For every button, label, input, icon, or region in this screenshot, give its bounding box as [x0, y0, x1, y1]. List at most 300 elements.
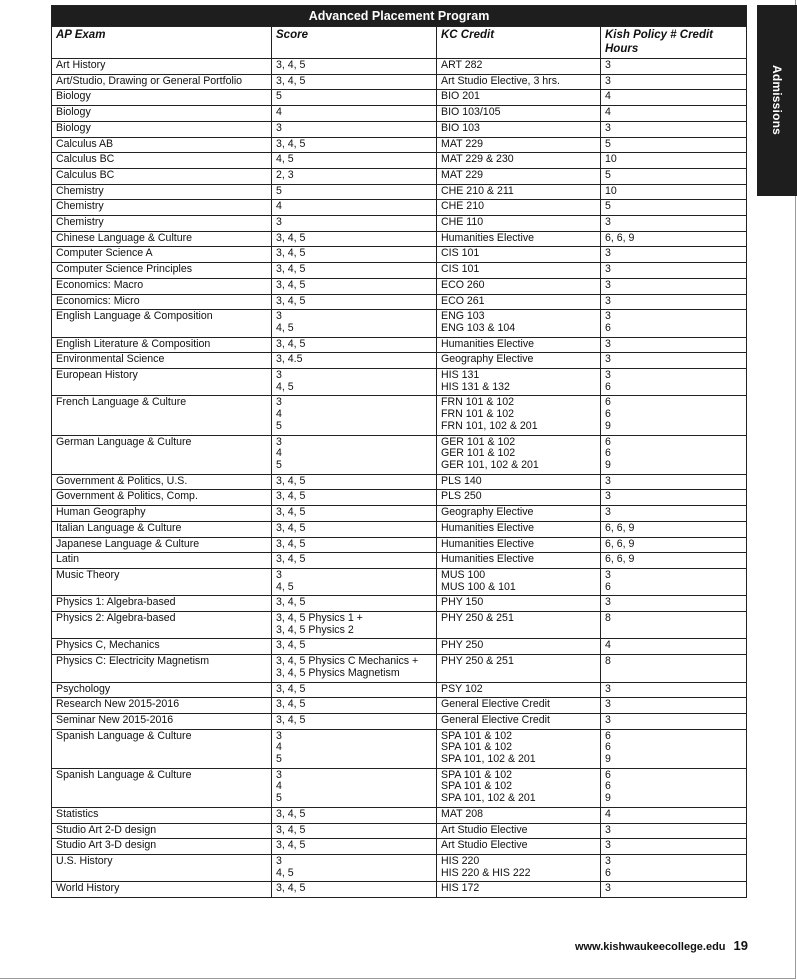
cell-line: 3, 4, 5 Physics C Mechanics + [276, 655, 419, 668]
cell-kc-credit [437, 612, 601, 639]
cell-line: HIS 220 [441, 854, 480, 867]
cell-line: 4 [276, 200, 282, 213]
cell-kc-credit [437, 396, 601, 435]
cell-line: 3 [605, 216, 611, 229]
cell-credit-hours [601, 474, 747, 490]
table-row [52, 337, 747, 353]
cell-ap-exam: European History [52, 369, 272, 396]
cell-kc-credit [437, 729, 601, 768]
cell-score [272, 106, 437, 122]
cell-ap-exam: Economics: Micro [52, 294, 272, 310]
cell-score [272, 839, 437, 855]
cell-credit-hours [601, 353, 747, 369]
cell-line: 3 [605, 278, 611, 291]
cell-line: 6, 6, 9 [605, 521, 635, 534]
cell-line: SPA 101, 102 & 201 [441, 753, 536, 766]
table-row [52, 639, 747, 655]
cell-line: GER 101, 102 & 201 [441, 458, 539, 471]
cell-score [272, 474, 437, 490]
cell-credit-hours [601, 90, 747, 106]
table-row [52, 729, 747, 768]
cell-line: 3, 4, 5 [276, 698, 306, 711]
cell-line: 4, 5 [276, 866, 294, 879]
cell-line: 3 [605, 882, 611, 895]
cell-line: 6 [605, 435, 611, 448]
cell-line: 5 [276, 90, 282, 103]
table-row [52, 153, 747, 169]
cell-line: FRN 101 & 102 [441, 408, 515, 421]
cell-kc-credit [437, 294, 601, 310]
cell-credit-hours [601, 231, 747, 247]
cell-line: PHY 250 & 251 [441, 612, 514, 625]
cell-credit-hours [601, 153, 747, 169]
table-row [52, 263, 747, 279]
cell-credit-hours [601, 137, 747, 153]
cell-score [272, 655, 437, 682]
cell-credit-hours [601, 216, 747, 232]
cell-ap-exam: Chemistry [52, 200, 272, 216]
table-row [52, 854, 747, 881]
cell-kc-credit [437, 337, 601, 353]
cell-credit-hours [601, 247, 747, 263]
cell-ap-exam: Art History [52, 59, 272, 75]
cell-line: 3 [605, 506, 611, 519]
cell-ap-exam: Calculus BC [52, 168, 272, 184]
cell-line: 5 [276, 184, 282, 197]
cell-line: 3, 4, 5 [276, 521, 306, 534]
cell-credit-hours [601, 596, 747, 612]
cell-credit-hours [601, 106, 747, 122]
cell-credit-hours [601, 768, 747, 807]
cell-ap-exam: Computer Science Principles [52, 263, 272, 279]
cell-line: MAT 229 [441, 168, 484, 181]
cell-ap-exam: World History [52, 882, 272, 898]
cell-line: Humanities Elective [441, 553, 535, 566]
cell-ap-exam: Psychology [52, 682, 272, 698]
cell-line: 3 [605, 353, 611, 366]
cell-score [272, 278, 437, 294]
cell-credit-hours [601, 369, 747, 396]
cell-line: 3 [605, 474, 611, 487]
cell-line: MUS 100 [441, 568, 486, 581]
cell-credit-hours [601, 200, 747, 216]
cell-line: ART 282 [441, 59, 483, 71]
cell-line: 3 [605, 839, 611, 852]
cell-score [272, 553, 437, 569]
cell-ap-exam: Chinese Language & Culture [52, 231, 272, 247]
table-row [52, 568, 747, 595]
table-row [52, 490, 747, 506]
cell-line: 3 [276, 369, 282, 382]
cell-kc-credit [437, 168, 601, 184]
table-title: Advanced Placement Program [52, 6, 747, 27]
section-tab [757, 5, 797, 196]
cell-line: 6 [605, 396, 611, 409]
cell-ap-exam: Economics: Macro [52, 278, 272, 294]
cell-line: 4, 5 [276, 153, 294, 166]
cell-ap-exam: Biology [52, 106, 272, 122]
cell-line: 5 [276, 458, 282, 471]
cell-ap-exam: Art/Studio, Drawing or General Portfolio [52, 74, 272, 90]
cell-score [272, 294, 437, 310]
cell-line: MAT 208 [441, 807, 484, 820]
cell-ap-exam: Biology [52, 90, 272, 106]
cell-credit-hours [601, 713, 747, 729]
cell-ap-exam: Studio Art 3-D design [52, 839, 272, 855]
cell-ap-exam: Seminar New 2015-2016 [52, 713, 272, 729]
cell-kc-credit [437, 369, 601, 396]
cell-line: ECO 261 [441, 294, 485, 307]
cell-score [272, 612, 437, 639]
cell-line: HIS 131 [441, 369, 480, 382]
cell-score [272, 263, 437, 279]
cell-line: 3, 4, 5 Physics 2 [276, 623, 354, 636]
cell-credit-hours [601, 435, 747, 474]
cell-line: 5 [276, 419, 282, 432]
cell-ap-exam: Chemistry [52, 216, 272, 232]
cell-line: 10 [605, 184, 617, 197]
cell-line: MAT 229 [441, 137, 484, 150]
cell-line: 3, 4.5 [276, 353, 303, 366]
cell-ap-exam: Statistics [52, 807, 272, 823]
cell-kc-credit [437, 153, 601, 169]
cell-line: 6 [605, 741, 611, 754]
cell-line: 2, 3 [276, 168, 294, 181]
cell-credit-hours [601, 121, 747, 137]
cell-line: 3, 4, 5 [276, 596, 306, 609]
cell-line: BIO 103/105 [441, 106, 501, 119]
cell-line: CHE 210 & 211 [441, 184, 514, 197]
cell-line: 3, 4, 5 [276, 713, 306, 726]
cell-kc-credit [437, 823, 601, 839]
cell-kc-credit [437, 435, 601, 474]
cell-line: 3, 4, 5 [276, 839, 306, 852]
cell-credit-hours [601, 729, 747, 768]
cell-credit-hours [601, 882, 747, 898]
cell-credit-hours [601, 537, 747, 553]
cell-score [272, 337, 437, 353]
cell-line: 3 [276, 216, 282, 229]
cell-ap-exam: Spanish Language & Culture [52, 768, 272, 807]
cell-ap-exam: French Language & Culture [52, 396, 272, 435]
cell-score [272, 59, 437, 75]
cell-line: 4, 5 [276, 321, 294, 334]
cell-credit-hours [601, 521, 747, 537]
cell-line: PLS 140 [441, 474, 482, 487]
cell-line: 6 [605, 866, 611, 879]
table-row [52, 121, 747, 137]
cell-score [272, 396, 437, 435]
cell-line: 9 [605, 419, 611, 432]
cell-line: 6 [605, 321, 611, 334]
cell-ap-exam: Biology [52, 121, 272, 137]
table-row [52, 59, 747, 75]
cell-line: 3 [605, 568, 611, 581]
table-row [52, 474, 747, 490]
cell-ap-exam: English Language & Composition [52, 310, 272, 337]
cell-score [272, 90, 437, 106]
table-row [52, 682, 747, 698]
cell-line: 4 [276, 447, 282, 460]
cell-credit-hours [601, 807, 747, 823]
footer-url: www.kishwaukeecollege.edu [574, 941, 726, 953]
cell-line: 3 [605, 263, 611, 276]
cell-score [272, 854, 437, 881]
cell-line: 6, 6, 9 [605, 537, 635, 550]
cell-line: 6 [605, 408, 611, 421]
cell-ap-exam: Physics 1: Algebra-based [52, 596, 272, 612]
cell-line: 3 [605, 854, 611, 867]
cell-line: 5 [605, 168, 611, 181]
cell-credit-hours [601, 854, 747, 881]
cell-line: Humanities Elective [441, 231, 535, 244]
cell-line: 3 [276, 435, 282, 448]
cell-line: 8 [605, 612, 611, 625]
cell-line: Geography Elective [441, 353, 534, 366]
cell-line: SPA 101 & 102 [441, 768, 513, 781]
cell-score [272, 568, 437, 595]
cell-score [272, 713, 437, 729]
cell-line: CIS 101 [441, 247, 480, 260]
cell-line: GER 101 & 102 [441, 435, 516, 448]
cell-line: 3, 4, 5 [276, 59, 306, 71]
cell-kc-credit [437, 474, 601, 490]
cell-credit-hours [601, 337, 747, 353]
cell-kc-credit [437, 490, 601, 506]
cell-line: 9 [605, 753, 611, 766]
cell-kc-credit [437, 74, 601, 90]
cell-line: 3 [605, 310, 611, 323]
cell-line: PSY 102 [441, 682, 483, 695]
cell-score [272, 639, 437, 655]
header-credit-hours: Kish Policy # Credit Hours [601, 27, 747, 59]
cell-score [272, 121, 437, 137]
cell-kc-credit [437, 839, 601, 855]
cell-line: 4, 5 [276, 580, 294, 593]
cell-credit-hours [601, 310, 747, 337]
cell-line: 3 [276, 121, 282, 134]
cell-line: Art Studio Elective, 3 hrs. [441, 74, 560, 87]
cell-ap-exam: Government & Politics, Comp. [52, 490, 272, 506]
cell-line: 8 [605, 655, 611, 668]
cell-line: FRN 101, 102 & 201 [441, 419, 538, 432]
cell-kc-credit [437, 310, 601, 337]
cell-kc-credit [437, 231, 601, 247]
cell-line: 4 [276, 408, 282, 421]
cell-credit-hours [601, 639, 747, 655]
cell-line: 3 [276, 729, 282, 742]
cell-credit-hours [601, 263, 747, 279]
cell-score [272, 369, 437, 396]
cell-line: 9 [605, 792, 611, 805]
table-row [52, 553, 747, 569]
cell-kc-credit [437, 596, 601, 612]
cell-line: BIO 103 [441, 121, 480, 134]
cell-line: 3 [605, 596, 611, 609]
cell-kc-credit [437, 506, 601, 522]
cell-credit-hours [601, 490, 747, 506]
cell-line: PHY 250 [441, 639, 484, 652]
table-row [52, 839, 747, 855]
cell-line: ENG 103 & 104 [441, 321, 516, 334]
ap-table [51, 5, 747, 898]
cell-line: 3, 4, 5 [276, 263, 306, 276]
cell-line: 3, 4, 5 [276, 882, 306, 895]
cell-line: Art Studio Elective [441, 839, 528, 852]
table-row [52, 184, 747, 200]
table-row [52, 713, 747, 729]
cell-line: Humanities Elective [441, 521, 535, 534]
cell-line: PHY 250 & 251 [441, 655, 514, 668]
cell-line: 3 [605, 490, 611, 503]
cell-line: 3 [605, 713, 611, 726]
cell-line: 3, 4, 5 [276, 639, 306, 652]
cell-line: CIS 101 [441, 263, 480, 276]
cell-ap-exam: Physics C: Electricity Magnetism [52, 655, 272, 682]
cell-score [272, 231, 437, 247]
cell-line: 3 [276, 310, 282, 323]
cell-line: 3, 4, 5 Physics 1 + [276, 612, 363, 625]
table-row [52, 882, 747, 898]
cell-ap-exam: Research New 2015-2016 [52, 698, 272, 714]
table-row [52, 278, 747, 294]
cell-line: 3, 4, 5 [276, 278, 306, 291]
cell-line: GER 101 & 102 [441, 447, 516, 460]
cell-score [272, 521, 437, 537]
cell-line: 3 [276, 854, 282, 867]
cell-score [272, 768, 437, 807]
cell-credit-hours [601, 74, 747, 90]
cell-ap-exam: Studio Art 2-D design [52, 823, 272, 839]
cell-line: BIO 201 [441, 90, 480, 103]
cell-line: Humanities Elective [441, 337, 535, 350]
cell-line: 3, 4, 5 [276, 682, 306, 695]
cell-line: SPA 101 & 102 [441, 741, 513, 754]
cell-score [272, 537, 437, 553]
cell-line: 6 [605, 447, 611, 460]
cell-line: 6, 6, 9 [605, 231, 635, 244]
cell-line: 3, 4, 5 Physics Magnetism [276, 666, 400, 679]
cell-line: 6 [605, 580, 611, 593]
cell-credit-hours [601, 655, 747, 682]
cell-credit-hours [601, 839, 747, 855]
cell-line: 6 [605, 780, 611, 793]
cell-kc-credit [437, 184, 601, 200]
cell-ap-exam: Physics 2: Algebra-based [52, 612, 272, 639]
cell-score [272, 435, 437, 474]
cell-kc-credit [437, 278, 601, 294]
cell-score [272, 490, 437, 506]
cell-kc-credit [437, 90, 601, 106]
cell-line: SPA 101 & 102 [441, 729, 513, 742]
cell-kc-credit [437, 353, 601, 369]
cell-credit-hours [601, 568, 747, 595]
cell-score [272, 682, 437, 698]
cell-line: 4 [605, 90, 611, 103]
table-row [52, 231, 747, 247]
cell-line: 4 [276, 106, 282, 119]
cell-score [272, 729, 437, 768]
cell-line: 3, 4, 5 [276, 490, 306, 503]
cell-credit-hours [601, 506, 747, 522]
cell-ap-exam: Physics C, Mechanics [52, 639, 272, 655]
cell-credit-hours [601, 612, 747, 639]
cell-line: 3, 4, 5 [276, 553, 306, 566]
table-row [52, 612, 747, 639]
cell-line: PHY 150 [441, 596, 484, 609]
table-body [52, 59, 747, 898]
table-row [52, 435, 747, 474]
cell-kc-credit [437, 768, 601, 807]
cell-credit-hours [601, 698, 747, 714]
cell-line: CHE 210 [441, 200, 484, 213]
cell-line: 3, 4, 5 [276, 474, 306, 487]
cell-ap-exam: Latin [52, 553, 272, 569]
table-row [52, 353, 747, 369]
cell-line: MAT 229 & 230 [441, 153, 514, 166]
cell-line: SPA 101, 102 & 201 [441, 792, 536, 805]
cell-line: 4 [605, 106, 611, 119]
cell-score [272, 353, 437, 369]
cell-line: 6 [605, 380, 611, 393]
cell-line: 4 [605, 639, 611, 652]
table-row [52, 807, 747, 823]
cell-ap-exam: Calculus BC [52, 153, 272, 169]
cell-kc-credit [437, 568, 601, 595]
section-tab-label: Admissions [770, 64, 784, 136]
cell-score [272, 168, 437, 184]
cell-kc-credit [437, 137, 601, 153]
cell-line: 3, 4, 5 [276, 247, 306, 260]
cell-score [272, 74, 437, 90]
cell-line: 3 [605, 294, 611, 307]
cell-line: 10 [605, 153, 617, 166]
cell-line: 3, 4, 5 [276, 231, 306, 244]
cell-line: 4 [276, 741, 282, 754]
table-row [52, 823, 747, 839]
cell-credit-hours [601, 682, 747, 698]
table-row [52, 137, 747, 153]
cell-score [272, 137, 437, 153]
cell-ap-exam: Chemistry [52, 184, 272, 200]
cell-ap-exam: Calculus AB [52, 137, 272, 153]
cell-line: 3 [605, 682, 611, 695]
cell-line: HIS 220 & HIS 222 [441, 866, 531, 879]
cell-line: ECO 260 [441, 278, 485, 291]
cell-score [272, 698, 437, 714]
table-row [52, 396, 747, 435]
header-ap-exam: AP Exam [52, 27, 272, 59]
cell-kc-credit [437, 713, 601, 729]
cell-line: Geography Elective [441, 506, 534, 519]
cell-ap-exam: Italian Language & Culture [52, 521, 272, 537]
cell-line: CHE 110 [441, 216, 484, 229]
cell-line: MUS 100 & 101 [441, 580, 516, 593]
cell-credit-hours [601, 59, 747, 75]
cell-line: HIS 131 & 132 [441, 380, 510, 393]
table-row [52, 310, 747, 337]
cell-credit-hours [601, 168, 747, 184]
cell-line: 4 [605, 807, 611, 820]
table-row [52, 537, 747, 553]
table-row [52, 74, 747, 90]
cell-line: 5 [605, 137, 611, 150]
cell-kc-credit [437, 639, 601, 655]
cell-ap-exam: Japanese Language & Culture [52, 537, 272, 553]
cell-line: 3 [605, 247, 611, 260]
table-row [52, 168, 747, 184]
cell-line: 3, 4, 5 [276, 294, 306, 307]
